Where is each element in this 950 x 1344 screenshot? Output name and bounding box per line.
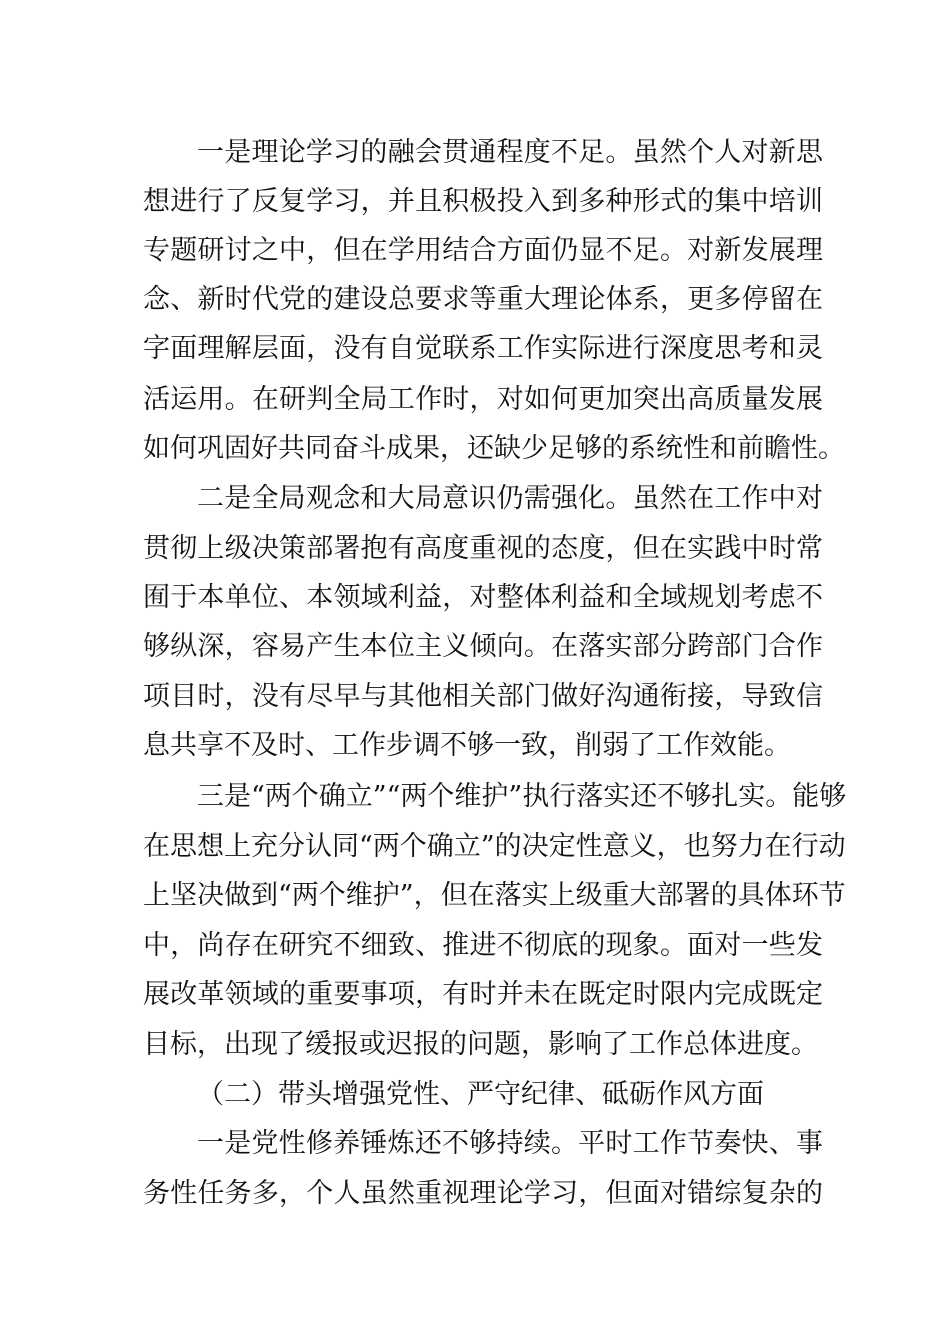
paragraph-3-line-1: 三是“两个确立”“两个维护”执行落实还不够扎实。能够 — [197, 781, 847, 812]
paragraph-2-line-3: 囿于本单位、本领域利益，对整体利益和全域规划考虑不 — [143, 582, 823, 613]
paragraph-2-line-5: 项目时，没有尽早与其他相关部门做好沟通衔接，导致信 — [143, 681, 823, 712]
paragraph-2-line-4: 够纵深，容易产生本位主义倾向。在落实部分跨部门合作 — [143, 631, 823, 662]
paragraph-1-line-6: 活运用。在研判全局工作时，对如何更加突出高质量发展 — [143, 384, 823, 415]
paragraph-1-line-5: 字面理解层面，没有自觉联系工作实际进行深度思考和灵 — [143, 333, 823, 364]
paragraph-2-line-2: 贯彻上级决策部署抱有高度重视的态度，但在实践中时常 — [143, 533, 823, 564]
paragraph-4-line-2: 务性任务多，个人虽然重视理论学习，但面对错综复杂的 — [143, 1178, 823, 1209]
paragraph-1-line-7: 如何巩固好共同奋斗成果，还缺少足够的系统性和前瞻性。 — [143, 433, 845, 464]
paragraph-1-line-2: 想进行了反复学习，并且积极投入到多种形式的集中培训 — [143, 186, 823, 217]
paragraph-3-line-5: 展改革领域的重要事项，有时并未在既定时限内完成既定 — [143, 979, 823, 1010]
paragraph-3-line-4: 中，尚存在研究不细致、推进不彻底的现象。面对一些发 — [143, 930, 823, 961]
paragraph-1-line-4: 念、新时代党的建设总要求等重大理论体系，更多停留在 — [143, 284, 823, 315]
section-heading: （二）带头增强党性、严守纪律、砥砺作风方面 — [197, 1079, 764, 1110]
paragraph-1-line-1: 一是理论学习的融会贯通程度不足。虽然个人对新思 — [197, 137, 823, 168]
paragraph-2-line-1: 二是全局观念和大局意识仍需强化。虽然在工作中对 — [197, 483, 823, 514]
paragraph-3-line-6: 目标，出现了缓报或迟报的问题，影响了工作总体进度。 — [143, 1029, 818, 1060]
paragraph-3-line-2: 在思想上充分认同“两个确立”的决定性意义，也努力在行动 — [143, 831, 846, 862]
paragraph-3-line-3: 上坚决做到“两个维护”，但在落实上级重大部署的具体环节 — [143, 880, 846, 911]
paragraph-2-line-6: 息共享不及时、工作步调不够一致，削弱了工作效能。 — [143, 730, 791, 761]
paragraph-4-line-1: 一是党性修养锤炼还不够持续。平时工作节奏快、事 — [197, 1128, 823, 1159]
paragraph-1-line-3: 专题研讨之中，但在学用结合方面仍显不足。对新发展理 — [143, 235, 823, 266]
